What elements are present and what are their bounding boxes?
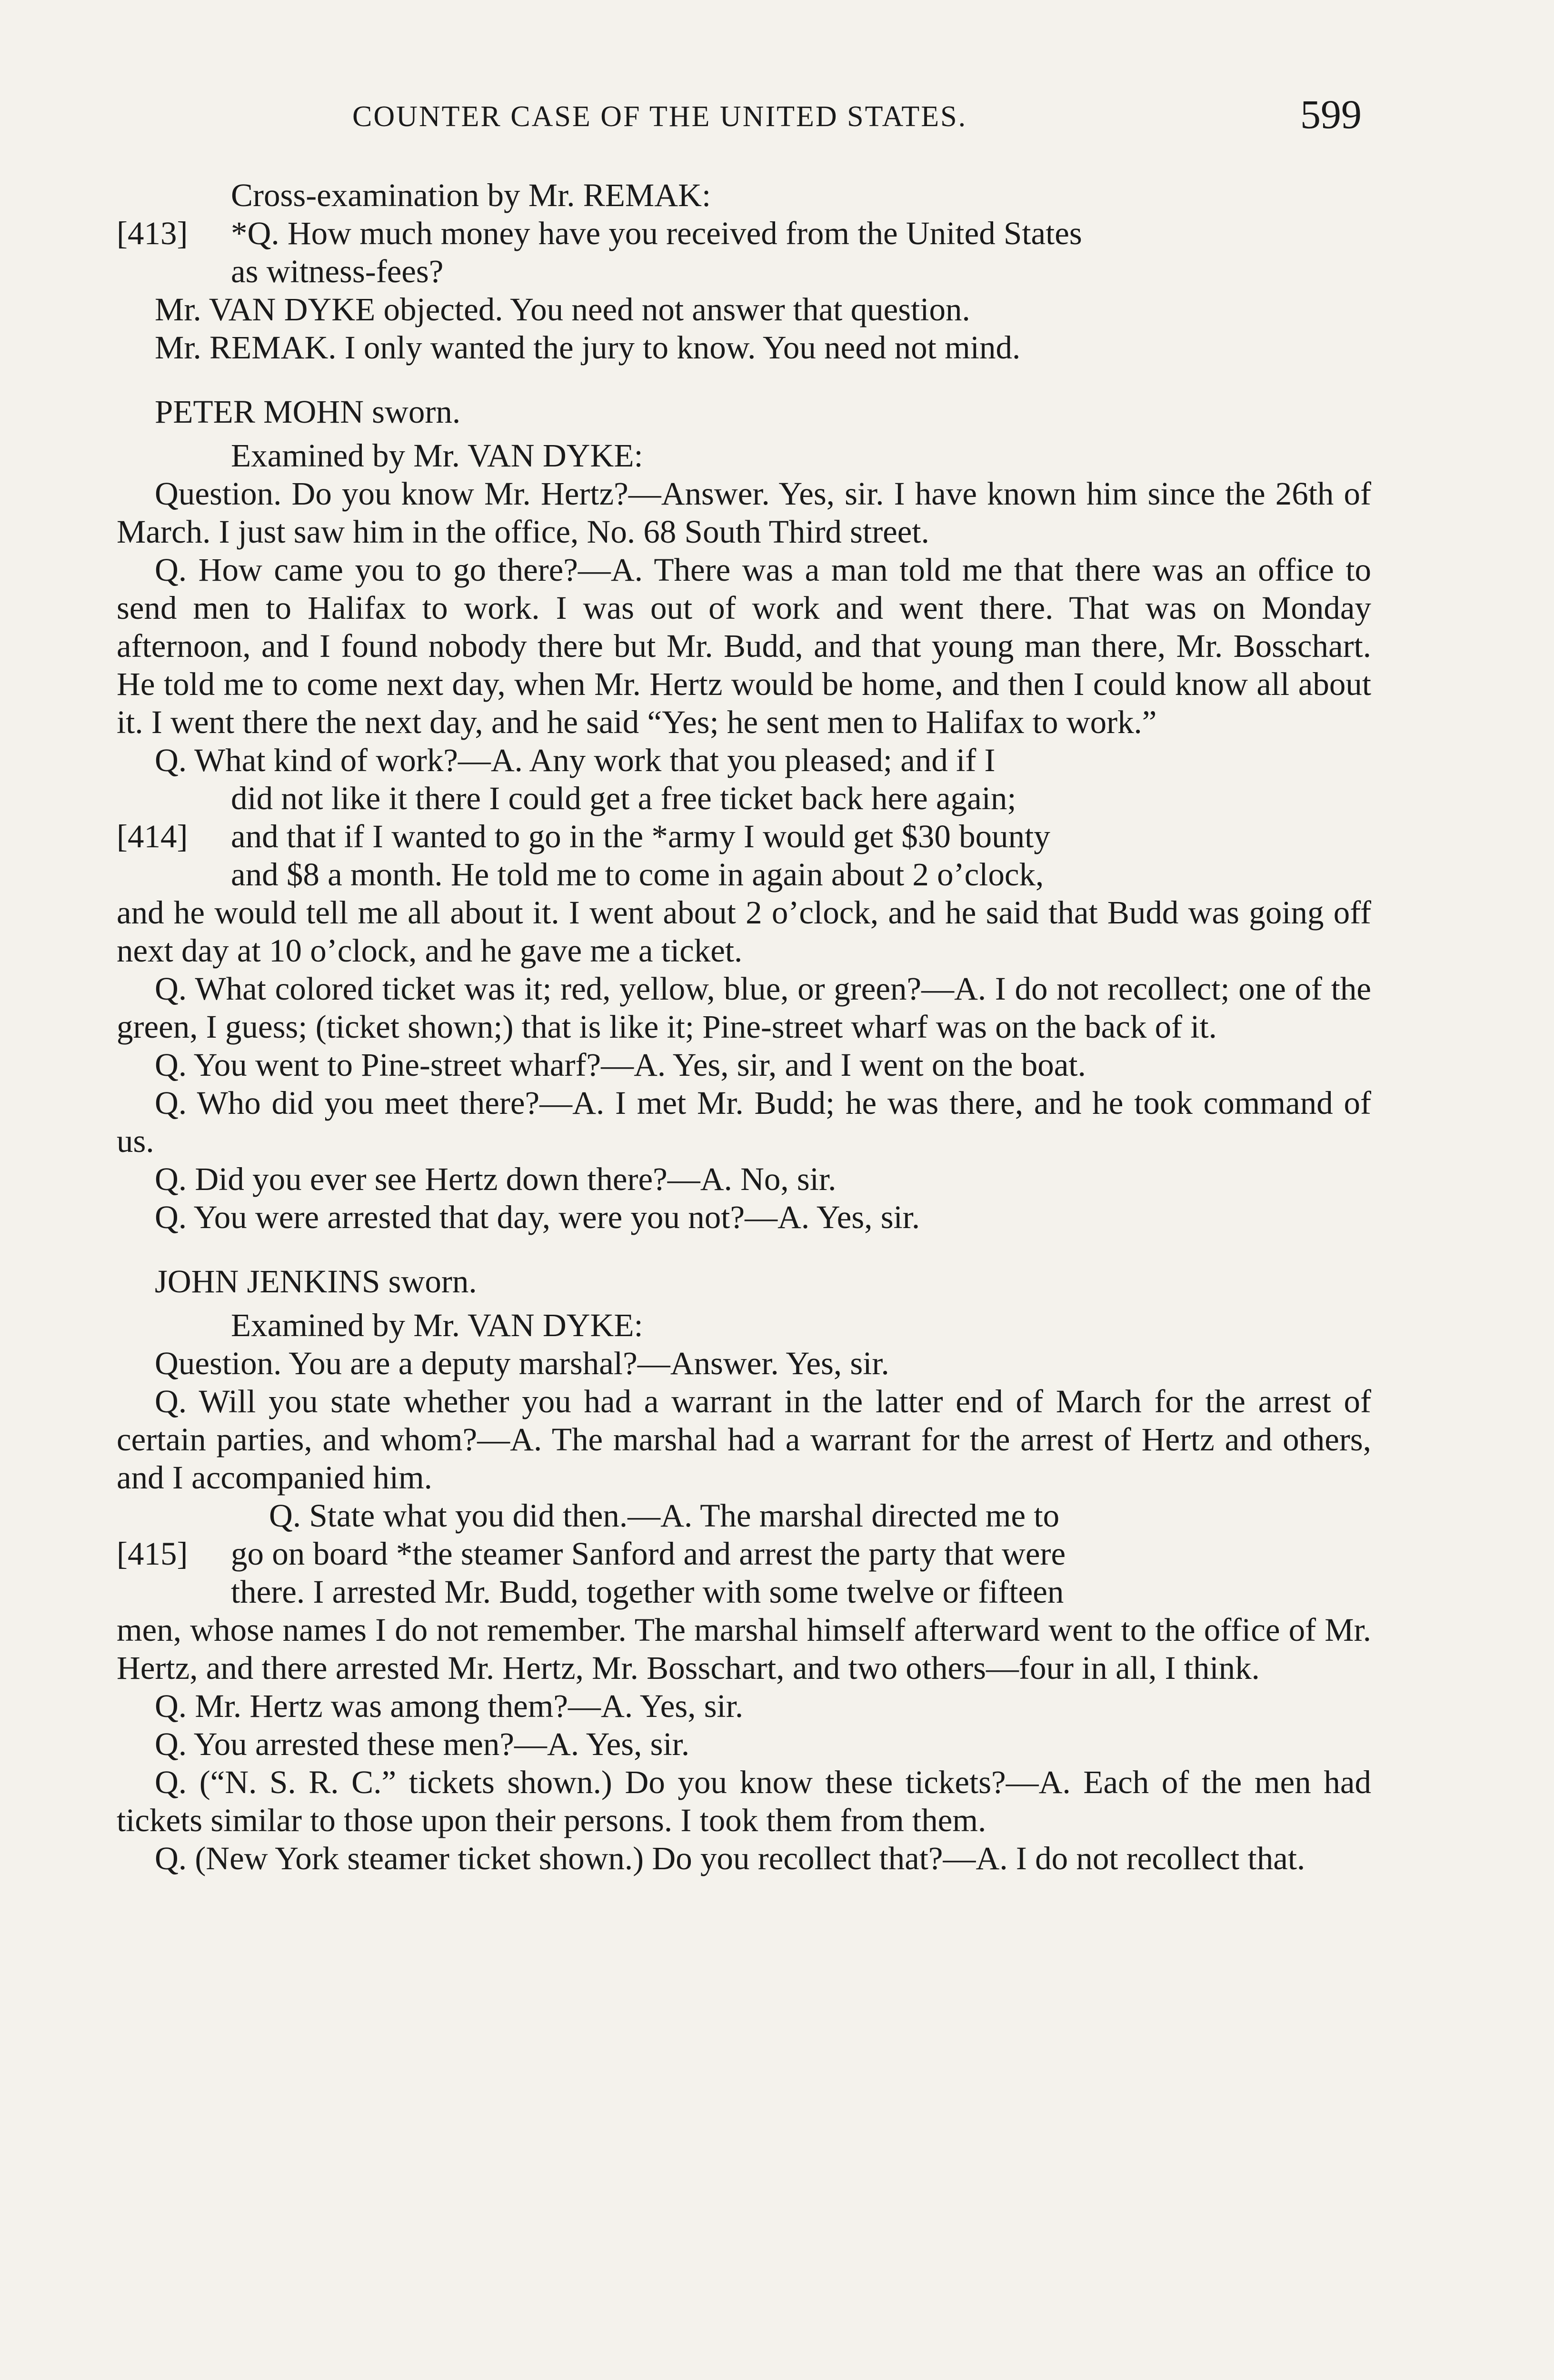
- page-number: 599: [1300, 91, 1362, 137]
- testimony-paragraph: Q. (New York steamer ticket shown.) Do you recollect that?—A. I do not recollect that.: [155, 1840, 1305, 1876]
- testimony-paragraph: Q. You arrested these men?—A. Yes, sir.: [155, 1726, 690, 1762]
- testimony-line: [117, 214, 1371, 252]
- testimony-line: [117, 1535, 1371, 1573]
- testimony-line: there. I arrested Mr. Budd, together with some twelve or fifteen: [231, 1574, 1064, 1610]
- remark-line: Mr. REMAK. I only wanted the jury to know. You need not mind.: [155, 329, 1021, 366]
- body-text: [117, 176, 1371, 1877]
- examination-heading-jenkins: Examined by Mr. VAN DYKE:: [231, 1307, 643, 1343]
- testimony-text: and that if I wanted to go in the *army I would get $30 bounty: [231, 818, 1050, 854]
- testimony-paragraph: Q. You were arrested that day, were you not?—A. Yes, sir.: [155, 1199, 920, 1235]
- question-text: *Q. How much money have you received from the United States: [231, 215, 1082, 251]
- margin-reference: [415]: [117, 1536, 188, 1572]
- testimony-paragraph: and he would tell me all about it. I went about 2 o’clock, and he said that Budd was going off next day at 10 o’clock, and he gave me a ticket.: [117, 894, 1371, 969]
- testimony-paragraph: Q. What kind of work?—A. Any work that you pleased; and if I: [155, 742, 996, 778]
- testimony-line: did not like it there I could get a free ticket back here again;: [231, 780, 1016, 816]
- testimony-paragraph: men, whose names I do not remember. The marshal himself afterward went to the office of Mr. Hertz, and there arrested Mr. Hertz, Mr. Bosschart, and two others—four in all, I think.: [117, 1612, 1371, 1686]
- margin-reference: [414]: [117, 818, 188, 854]
- testimony-line: and $8 a month. He told me to come in again about 2 o’clock,: [231, 856, 1044, 892]
- testimony-paragraph: Q. Will you state whether you had a warrant in the latter end of March for the arrest of certain parties, and whom?—A. The marshal had a warrant for the arrest of Hertz and others, and I accompanied him.: [117, 1383, 1371, 1496]
- testimony-paragraph: Q. Who did you meet there?—A. I met Mr. Budd; he was there, and he took command of us.: [117, 1085, 1371, 1159]
- testimony-paragraph: Q. You went to Pine-street wharf?—A. Yes, sir, and I went on the boat.: [155, 1047, 1086, 1083]
- testimony-paragraph: Question. Do you know Mr. Hertz?—Answer. Yes, sir. I have known him since the 26th of March. I just saw him in the office, No. 68 South Third street.: [117, 476, 1371, 550]
- question-continuation: as witness-fees?: [231, 253, 444, 289]
- testimony-paragraph: Q. What colored ticket was it; red, yellow, blue, or green?—A. I do not recollect; one of the green, I guess; (ticket shown;) that is like it; Pine-street wharf was on the back of it.: [117, 971, 1371, 1045]
- examination-heading-mohn: Examined by Mr. VAN DYKE:: [231, 437, 643, 474]
- witness-sworn-mohn: PETER MOHN sworn.: [155, 394, 461, 430]
- page-header: [114, 90, 1371, 143]
- testimony-text: go on board *the steamer Sanford and arrest the party that were: [231, 1536, 1066, 1572]
- testimony-paragraph: Q. Mr. Hertz was among them?—A. Yes, sir.: [155, 1688, 744, 1724]
- testimony-paragraph: Q. (“N. S. R. C.” tickets shown.) Do you know these tickets?—A. Each of the men had tickets similar to those upon their persons. I took them from them.: [117, 1764, 1371, 1838]
- testimony-line: [117, 817, 1371, 855]
- objection-line: Mr. VAN DYKE objected. You need not answer that question.: [155, 291, 970, 327]
- running-title: COUNTER CASE OF THE UNITED STATES.: [352, 100, 967, 133]
- testimony-line: Q. State what you did then.—A. The marshal directed me to: [269, 1497, 1060, 1534]
- testimony-paragraph: Question. You are a deputy marshal?—Answer. Yes, sir.: [155, 1345, 889, 1381]
- testimony-paragraph: Q. Did you ever see Hertz down there?—A. No, sir.: [155, 1161, 837, 1197]
- margin-reference: [413]: [117, 215, 188, 251]
- testimony-paragraph: Q. How came you to go there?—A. There was a man told me that there was an office to send men to Halifax to work. I was out of work and went there. That was on Monday afternoon, and I found nobody there but Mr. Budd, and that young man there, Mr. Bosschart. He told me to come next day, when Mr. Hertz would be home, and then I could know all about it. I went there the next day, and he said “Yes; he sent men to Halifax to work.”: [117, 552, 1371, 740]
- cross-examination-heading: Cross-examination by Mr. REMAK:: [231, 177, 711, 213]
- witness-sworn-jenkins: JOHN JENKINS sworn.: [155, 1263, 477, 1299]
